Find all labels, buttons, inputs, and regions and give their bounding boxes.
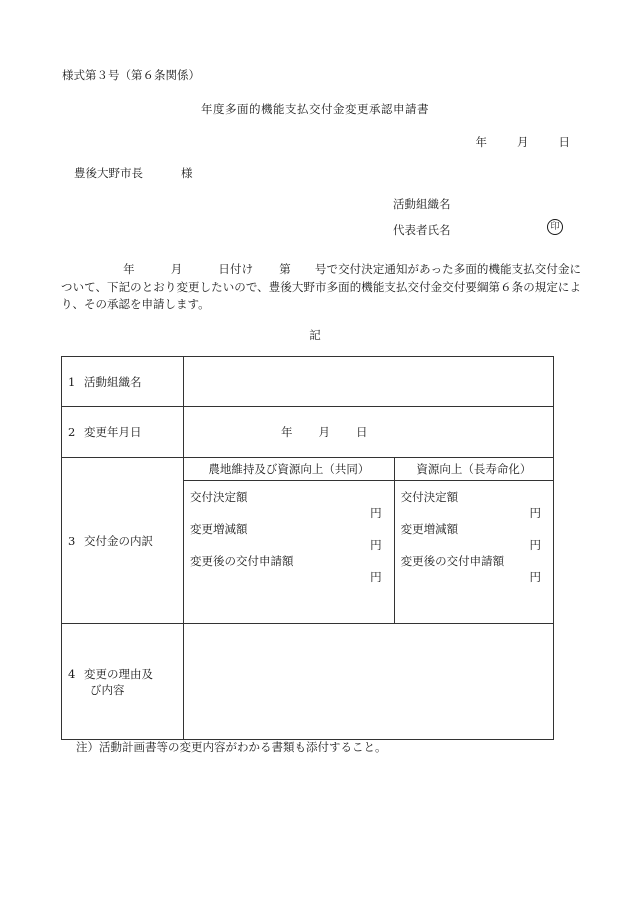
table-row — [62, 624, 554, 740]
body-dai: 第 — [279, 262, 291, 276]
body-rest: 号で交付決定通知があった多面的機能支払交付金について、下記のとおり変更したいので、豊後大野市多面的機能支払交付金交付要綱第６条の規定により、その承認を申請します。 — [61, 262, 582, 311]
yen-unit: 円 — [529, 506, 541, 520]
row2-label-cell — [62, 407, 184, 458]
application-table — [61, 356, 554, 718]
addressee-name: 豊後大野市長 — [74, 166, 143, 180]
row1-label: 活動組織名 — [84, 374, 142, 389]
organization-name-field[interactable] — [184, 357, 554, 407]
date-month: 月 — [517, 135, 529, 149]
column-header-joint: 農地維持及び資源向上（共同） — [184, 458, 395, 481]
row2-number: 2 — [68, 425, 76, 439]
body-month: 月 — [170, 262, 183, 276]
table-row — [62, 407, 554, 458]
addressee — [74, 165, 193, 181]
addressee-honorific: 様 — [181, 166, 193, 180]
organization-name-label: 活動組織名 — [393, 197, 451, 211]
change-date-field[interactable] — [184, 407, 554, 458]
row4-number: 4 — [68, 666, 76, 681]
longevity-amounts-cell[interactable] — [394, 481, 553, 624]
row1-number: 1 — [68, 374, 76, 389]
yen-unit: 円 — [529, 538, 541, 552]
date-day: 日 — [558, 135, 570, 149]
form-number: 様式第３号（第６条関係） — [62, 68, 200, 82]
application-date — [476, 134, 571, 150]
longevity-decided-label: 交付決定額 — [400, 490, 459, 504]
change-date-day: 日 — [356, 425, 368, 439]
change-date-month: 月 — [318, 425, 330, 439]
row4-label-line2: び内容 — [90, 682, 125, 697]
table-row — [62, 458, 554, 481]
joint-amounts-cell[interactable] — [184, 481, 395, 624]
row3-label: 交付金の内訳 — [84, 533, 153, 548]
row2-label: 変更年月日 — [84, 425, 142, 439]
joint-after-label: 変更後の交付申請額 — [190, 554, 294, 568]
row3-label-cell — [62, 458, 184, 624]
yen-unit: 円 — [370, 506, 382, 520]
change-reason-field[interactable] — [184, 624, 554, 740]
yen-unit: 円 — [370, 538, 382, 552]
row4-label-cell — [62, 624, 184, 740]
document-title: 年度多面的機能支払交付金変更承認申請書 — [201, 102, 429, 116]
yen-unit: 円 — [370, 570, 382, 584]
ki-heading: 記 — [309, 328, 321, 342]
seal-mark-icon: 印 — [547, 219, 563, 235]
row1-label-cell — [62, 357, 184, 407]
change-date-year: 年 — [281, 425, 293, 439]
body-year: 年 — [123, 262, 135, 276]
row4-label-line1: 変更の理由及 — [84, 666, 153, 681]
body-dated: 日付け — [218, 262, 254, 276]
representative-name-label: 代表者氏名 — [393, 223, 451, 237]
longevity-change-label: 変更増減額 — [400, 522, 459, 536]
column-header-longevity: 資源向上（長寿命化） — [394, 458, 553, 481]
joint-decided-label: 交付決定額 — [190, 490, 248, 504]
attachment-note: 注）活動計画書等の変更内容がわかる書類も添付すること。 — [76, 740, 387, 754]
date-year: 年 — [475, 135, 487, 149]
yen-unit: 円 — [529, 570, 541, 584]
application-body-text — [61, 261, 581, 314]
table-row — [62, 357, 554, 407]
row3-number: 3 — [68, 533, 76, 548]
joint-change-label: 変更増減額 — [190, 522, 248, 536]
longevity-after-label: 変更後の交付申請額 — [400, 554, 505, 568]
